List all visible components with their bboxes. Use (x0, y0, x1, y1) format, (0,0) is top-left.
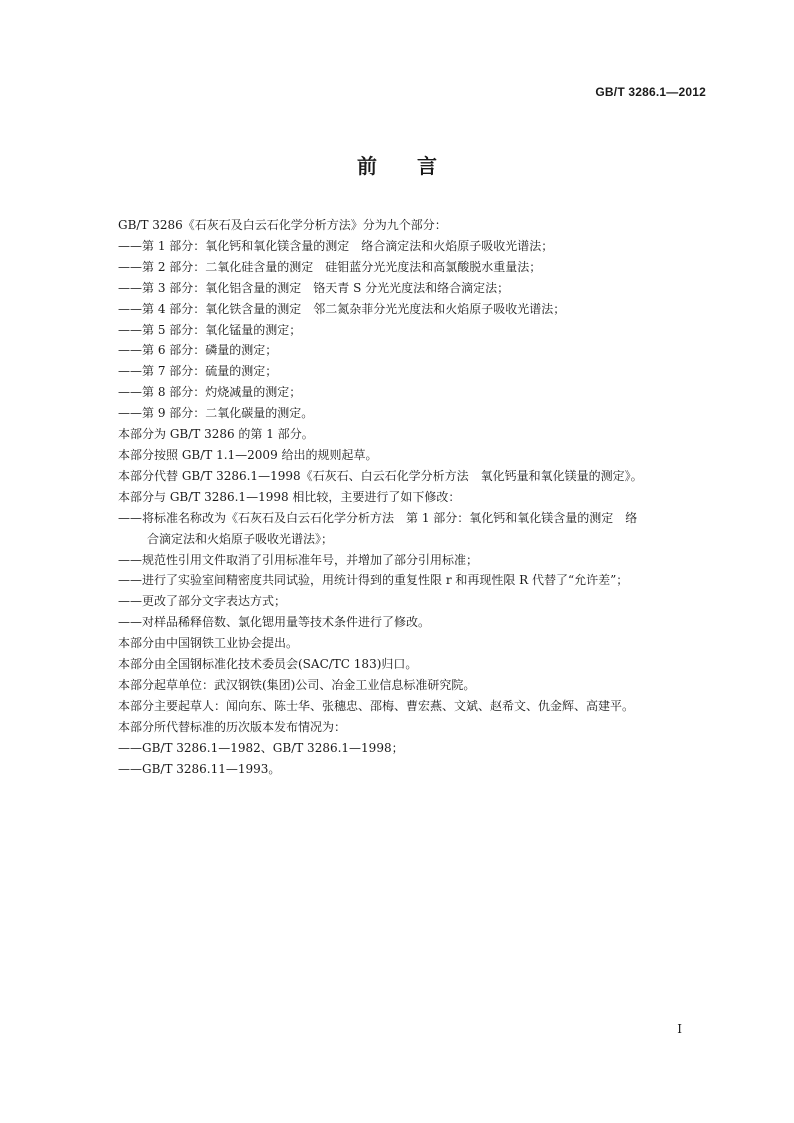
list-item-part-1: ——第 1 部分：氧化钙和氧化镁含量的测定 络合滴定法和火焰原子吸收光谱法； (118, 238, 554, 253)
list-item-part-2: ——第 2 部分：二氧化硅含量的测定 硅钼蓝分光光度法和高氯酸脱水重量法； (118, 259, 542, 274)
list-item-history: ——GB/T 3286.11—1993。 (118, 761, 281, 776)
paragraph-line: 本部分起草单位：武汉钢铁(集团)公司、冶金工业信息标准研究院。 (118, 677, 476, 692)
list-item-part-8: ——第 8 部分：灼烧减量的测定； (118, 385, 302, 400)
list-item-part-4: ——第 4 部分：氧化铁含量的测定 邻二氮杂菲分光光度法和火焰原子吸收光谱法； (118, 301, 566, 316)
list-item-part-6: ——第 6 部分：磷量的测定； (118, 343, 278, 358)
list-item-part-7: ——第 7 部分：硫量的测定； (118, 364, 278, 379)
list-item-change: ——更改了部分文字表达方式； (118, 594, 287, 609)
list-item-change: ——对样品稀释倍数、氯化锶用量等技术条件进行了修改。 (118, 615, 431, 630)
page-number: I (677, 1022, 682, 1036)
paragraph-line: 本部分代替 GB/T 3286.1—1998《石灰石、白云石化学分析方法 氧化钙量和氧化镁量的测定》。 (118, 468, 643, 483)
standard-code: GB/T 3286.1—2012 (595, 85, 706, 99)
list-item-history: ——GB/T 3286.1—1982、GB/T 3286.1—1998； (118, 740, 404, 755)
paragraph-line: 本部分所代替标准的历次版本发布情况为： (118, 719, 347, 734)
list-item-part-5: ——第 5 部分：氧化锰量的测定； (118, 322, 302, 337)
paragraph-line: 本部分主要起草人：闻向东、陈士华、张穗忠、邵梅、曹宏燕、文斌、赵希文、仇金辉、高建平。 (118, 698, 635, 713)
paragraph-line: 本部分为 GB/T 3286 的第 1 部分。 (118, 427, 314, 442)
paragraph-line: 本部分由中国钢铁工业协会提出。 (118, 636, 299, 651)
paragraph-line: GB/T 3286《石灰石及白云石化学分析方法》分为九个部分： (118, 218, 447, 232)
list-item-change: ——将标准名称改为《石灰石及白云石化学分析方法 第 1 部分：氧化钙和氧化镁含量的测定 络 (118, 510, 638, 525)
paragraph-line: 本部分由全国钢标准化技术委员会(SAC/TC 183)归口。 (118, 657, 418, 672)
list-item-change: ——进行了实验室间精密度共同试验，用统计得到的重复性限 r 和再现性限 R 代替了“允许差”； (118, 573, 629, 588)
paragraph-line: 本部分与 GB/T 3286.1—1998 相比较，主要进行了如下修改： (118, 489, 461, 504)
list-item-part-9: ——第 9 部分：二氧化碳量的测定。 (118, 406, 314, 421)
list-item-change-continuation: 合滴定法和火焰原子吸收光谱法》； (147, 531, 334, 546)
foreword-body (118, 215, 718, 779)
list-item-part-3: ——第 3 部分：氧化铝含量的测定 铬天青 S 分光光度法和络合滴定法； (118, 280, 510, 295)
paragraph-line: 本部分按照 GB/T 1.1—2009 给出的规则起草。 (118, 447, 378, 462)
list-item-change: ——规范性引用文件取消了引用标准年号，并增加了部分引用标准； (118, 552, 479, 567)
page-title: 前言 (357, 154, 477, 178)
